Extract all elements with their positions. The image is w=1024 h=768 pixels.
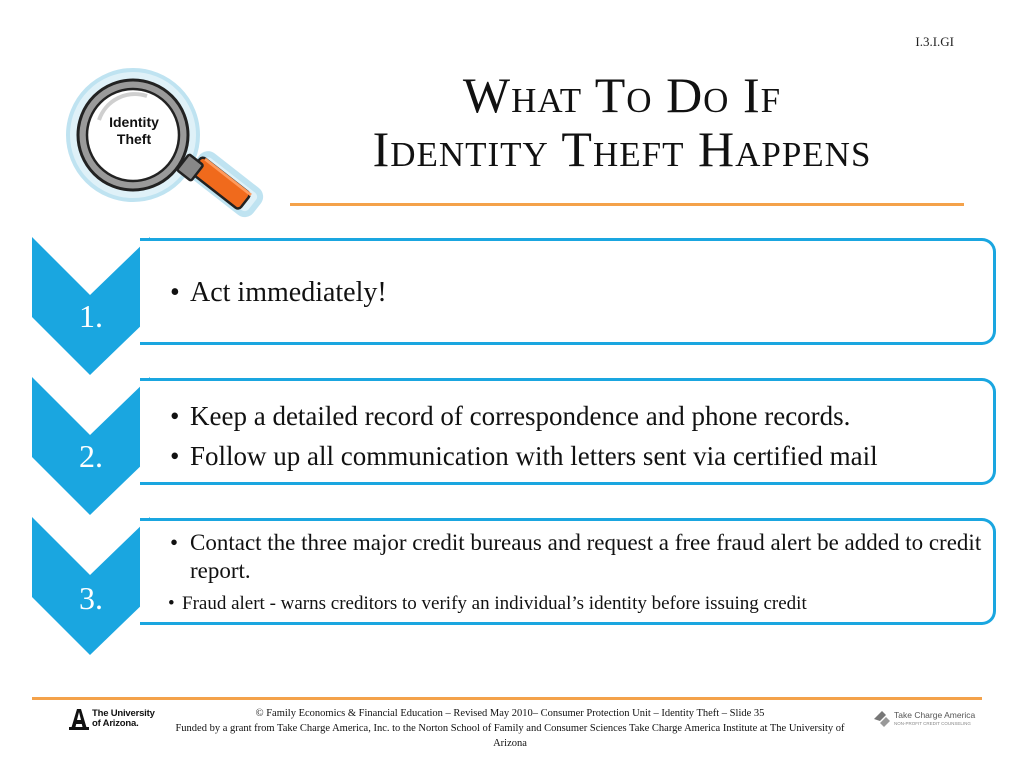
university-of-arizona-logo <box>68 707 163 733</box>
tca-logo-subtext: NON-PROFIT CREDIT COUNSELING <box>894 721 971 726</box>
step-3-box <box>140 518 996 625</box>
step-3-number: 3. <box>79 580 103 616</box>
step-2-box <box>140 378 996 485</box>
step-1-bullet-1: • Act immediately! <box>168 277 387 309</box>
step-2-number: 2. <box>79 438 103 474</box>
take-charge-america-icon <box>872 707 892 729</box>
footer-line-1: © Family Economics & Financial Education – Revised May 2010– Consumer Protection Unit – Identity Theft – Slide 35 <box>255 708 765 719</box>
magnifier-label-line-1: Identity <box>109 114 159 130</box>
ua-logo-line-1: The University <box>92 708 155 719</box>
arizona-a-icon <box>68 707 90 731</box>
page-title <box>262 68 982 176</box>
slide-code: I.3.I.GI <box>915 34 954 49</box>
step-2-bullet-1: • Keep a detailed record of correspondence and phone records. <box>168 396 878 436</box>
step-1-number: 1. <box>79 298 103 334</box>
ua-logo-line-2: of Arizona. <box>92 718 139 729</box>
step-1-box <box>140 238 996 345</box>
step-2-bullet-2: • Follow up all communication with letters sent via certified mail <box>168 436 878 476</box>
title-line-2: Identity Theft Happens <box>372 121 872 177</box>
footer-divider <box>32 697 982 700</box>
title-divider <box>290 203 964 206</box>
tca-logo-text: Take Charge America <box>894 710 976 720</box>
footer-text <box>160 706 860 751</box>
take-charge-america-logo <box>872 707 982 733</box>
magnifier-label-line-2: Theft <box>116 131 152 147</box>
step-3-bullet-1: • Contact the three major credit bureaus and request a free fraud alert be added to credit report. <box>168 529 988 585</box>
footer-line-2: Funded by a grant from Take Charge America, Inc. to the Norton School of Family and Consumer Sciences Take Charge America Institute at The University of Arizona <box>175 723 845 749</box>
step-3-bullet-2: • Fraud alert - warns creditors to verify an individual’s identity before issuing credit <box>166 592 807 616</box>
magnifier-icon <box>55 60 275 240</box>
title-line-1: What To Do If <box>462 67 782 123</box>
